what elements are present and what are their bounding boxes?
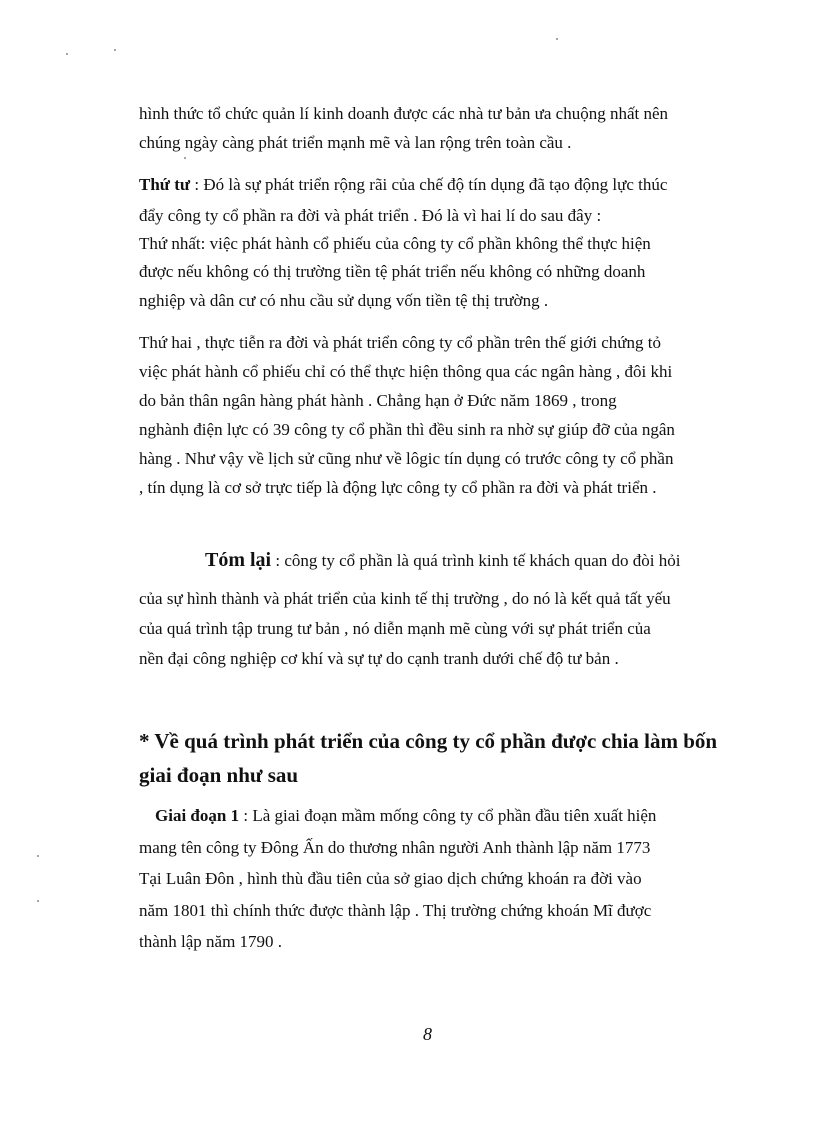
scan-speck bbox=[184, 157, 186, 159]
paragraph-label: Thứ tư bbox=[139, 175, 191, 194]
text-span: : công ty cổ phần là quá trình kinh tế khách quan do đòi hỏi bbox=[271, 551, 681, 570]
text-line: nền đại công nghiệp cơ khí và sự tự do cạnh tranh dưới chế độ tư bản . bbox=[139, 649, 619, 668]
text-line: việc phát hành cổ phiếu chỉ có thể thực hiện thông qua các ngân hàng , đôi khi bbox=[139, 362, 673, 381]
scan-speck bbox=[37, 855, 39, 857]
text-line: hình thức tổ chức quản lí kinh doanh được các nhà tư bản ưa chuộng nhất nên bbox=[139, 104, 669, 123]
section-heading: giai đoạn như sau bbox=[139, 763, 299, 787]
text-line: thành lập năm 1790 . bbox=[139, 932, 283, 951]
text-line: nghiệp và dân cư có nhu cầu sử dụng vốn tiền tệ thị trường . bbox=[139, 291, 549, 310]
scan-speck bbox=[556, 38, 558, 40]
section-heading: * Về quá trình phát triển của công ty cổ phần được chia làm bốn bbox=[139, 729, 718, 753]
text-line: của sự hình thành và phát triển của kinh tế thị trường , do nó là kết quả tất yếu bbox=[139, 589, 671, 608]
text-line: , tín dụng là cơ sở trực tiếp là động lực công ty cổ phần ra đời và phát triển . bbox=[139, 478, 657, 497]
text-line bbox=[205, 550, 680, 571]
text-line: được nếu không có thị trường tiền tệ phát triển nếu không có những doanh bbox=[139, 262, 646, 281]
text-line: của quá trình tập trung tư bản , nó diễn mạnh mẽ cùng với sự phát triển của bbox=[139, 619, 651, 638]
scan-speck bbox=[114, 49, 116, 51]
paragraph-label: Giai đoạn 1 bbox=[155, 806, 240, 825]
page-number: 8 bbox=[423, 1024, 432, 1044]
text-line: Thứ hai , thực tiễn ra đời và phát triển công ty cổ phần trên thế giới chứng tỏ bbox=[139, 333, 661, 352]
text-line: mang tên công ty Đông Ấn do thương nhân người Anh thành lập năm 1773 bbox=[139, 838, 651, 857]
text-line: Tại Luân Đôn , hình thù đầu tiên của sở giao dịch chứng khoán ra đời vào bbox=[139, 869, 642, 888]
text-line bbox=[155, 806, 656, 826]
text-span: : Là giai đoạn mầm mống công ty cổ phần đầu tiên xuất hiện bbox=[239, 806, 657, 825]
scan-speck bbox=[37, 900, 39, 902]
text-line: đẩy công ty cổ phần ra đời và phát triển . Đó là vì hai lí do sau đây : bbox=[139, 206, 602, 225]
text-line: hàng . Như vậy về lịch sử cũng như về lôgic tín dụng có trước công ty cổ phần bbox=[139, 449, 674, 468]
text-line: nghành điện lực có 39 công ty cổ phần thì đều sinh ra nhờ sự giúp đỡ của ngân bbox=[139, 420, 675, 439]
text-span: : Đó là sự phát triển rộng rãi của chế độ tín dụng đã tạo động lực thúc bbox=[190, 175, 668, 194]
text-line: chúng ngày càng phát triển mạnh mẽ và lan rộng trên toàn cầu . bbox=[139, 133, 572, 152]
text-line bbox=[139, 175, 667, 195]
paragraph-label: Tóm lại bbox=[205, 549, 272, 571]
text-line: do bản thân ngân hàng phát hành . Chẳng hạn ở Đức năm 1869 , trong bbox=[139, 391, 617, 410]
text-line: năm 1801 thì chính thức được thành lập . Thị trường chứng khoán Mĩ được bbox=[139, 901, 652, 920]
scan-speck bbox=[66, 53, 68, 55]
text-line: Thứ nhất: việc phát hành cổ phiếu của công ty cổ phần không thể thực hiện bbox=[139, 234, 651, 253]
